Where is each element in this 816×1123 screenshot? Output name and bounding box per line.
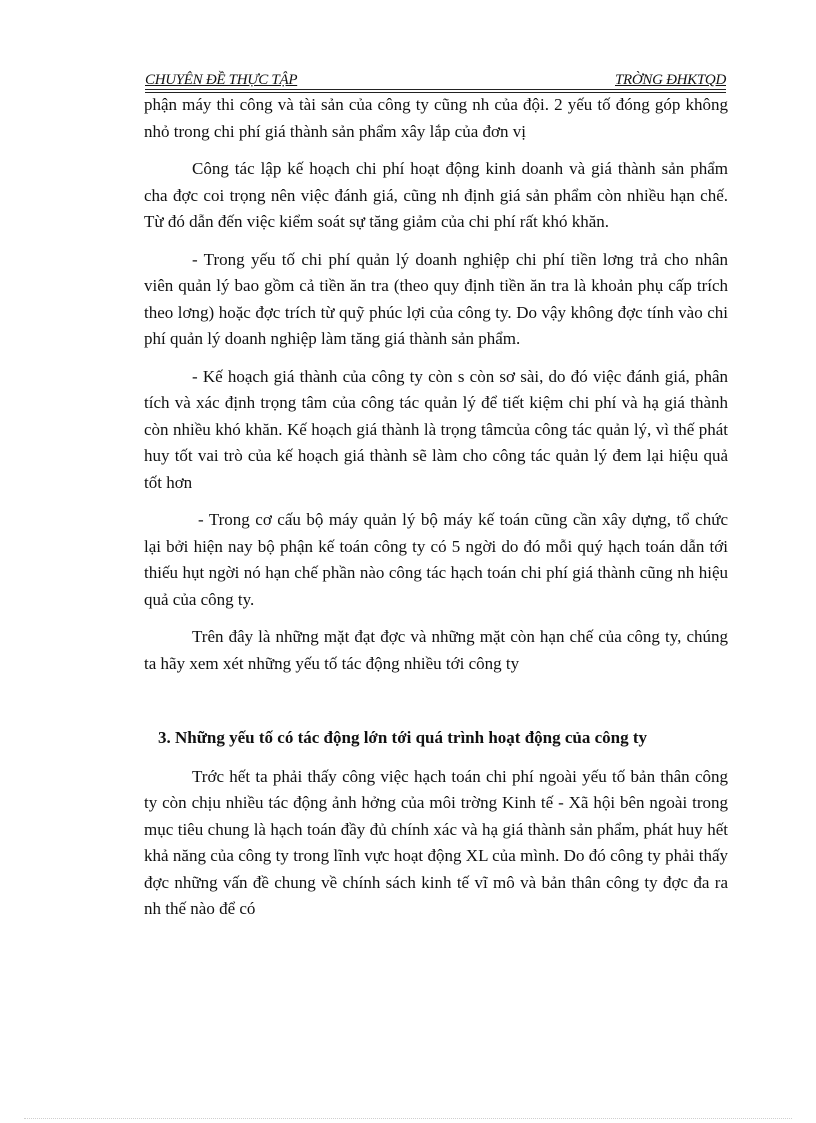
- section-heading: 3. Những yếu tố có tác động lớn tới quá trình hoạt động của công ty: [158, 728, 648, 747]
- header-right-title: TRỜNG ĐHKTQD: [614, 72, 726, 88]
- paragraph-accounting-structure: - Trong cơ cấu bộ máy quản lý bộ máy kế toán cũng cần xây dựng, tổ chức lại bởi hiện nay bộ phận kế toán công ty có 5 ngời do đó mỗi quý hạch toán dẫn tới thiếu hụt ngời nó hạn chế phần nào công tác hạch toán chi phí giá thành cũng nh hiệu quả của công ty.: [144, 510, 728, 609]
- header-rule-top: [145, 89, 726, 90]
- paragraph-summary: Trên đây là những mặt đạt đợc và những mặt còn hạn chế của công ty, chúng ta hãy xem xét những yếu tố tác động nhiều tới công ty: [144, 627, 728, 673]
- page-bottom-border: [24, 1118, 792, 1119]
- document-body: [144, 92, 728, 934]
- page-header: [145, 72, 726, 92]
- paragraph-cost-plan: - Kế hoạch giá thành của công ty còn s còn sơ sài, do đó việc đánh giá, phân tích và xác định trọng tâm của công tác quản lý để tiết kiệm chi phí và hạ giá thành còn nhiều khó khăn. Kế hoạch giá thành là trọng tâmcủa công tác quản lý, vì thế phát huy tốt vai trò của kế hoạch giá thành sẽ làm cho công tác quản lý đem lại hiệu quả tốt hơn: [144, 366, 728, 492]
- paragraph-cost-planning: Công tác lập kế hoạch chi phí hoạt động kinh doanh và giá thành sản phẩm cha đợc coi trọng nên việc đánh giá, cũng nh định giá sản phẩm còn nhiều hạn chế. Từ đó dẫn đến việc kiểm soát sự tăng giảm của chi phí rất khó khăn.: [144, 159, 728, 231]
- paragraph-continued: phận máy thi công và tài sản của công ty cũng nh của đội. 2 yếu tố đóng góp không nhỏ trong chi phí giá thành sản phẩm xây lắp của đơn vị: [144, 95, 728, 141]
- paragraph-management-cost: - Trong yếu tố chi phí quản lý doanh nghiệp chi phí tiền lơng trả cho nhân viên quản lý bao gồm cả tiền ăn tra (theo quy định tiền ăn tra là khoản phụ cấp trích theo lơng) hoặc đợc trích từ quỹ phúc lợi của công ty. Do vậy không đợc tính vào chi phí quản lý doanh nghiệp làm tăng giá thành sản phẩm.: [144, 249, 728, 348]
- header-left-title: CHUYÊN ĐỀ THỰC TẬP: [145, 72, 298, 88]
- paragraph-section-intro: Trớc hết ta phải thấy công việc hạch toán chi phí ngoài yếu tố bản thân công ty còn chịu nhiều tác động ảnh hởng của môi trờng Kinh tế - Xã hội bên ngoài trong mục tiêu chung là hạch toán đầy đủ chính xác và hạ giá thành sản phẩm, phát huy hết khả năng của công ty trong lĩnh vực hoạt động XL của mình. Do đó công ty phải thấy đợc những vấn đề chung về chính sách kinh tế vĩ mô và bản thân công ty đợc đa ra nh thế nào để có: [144, 766, 728, 918]
